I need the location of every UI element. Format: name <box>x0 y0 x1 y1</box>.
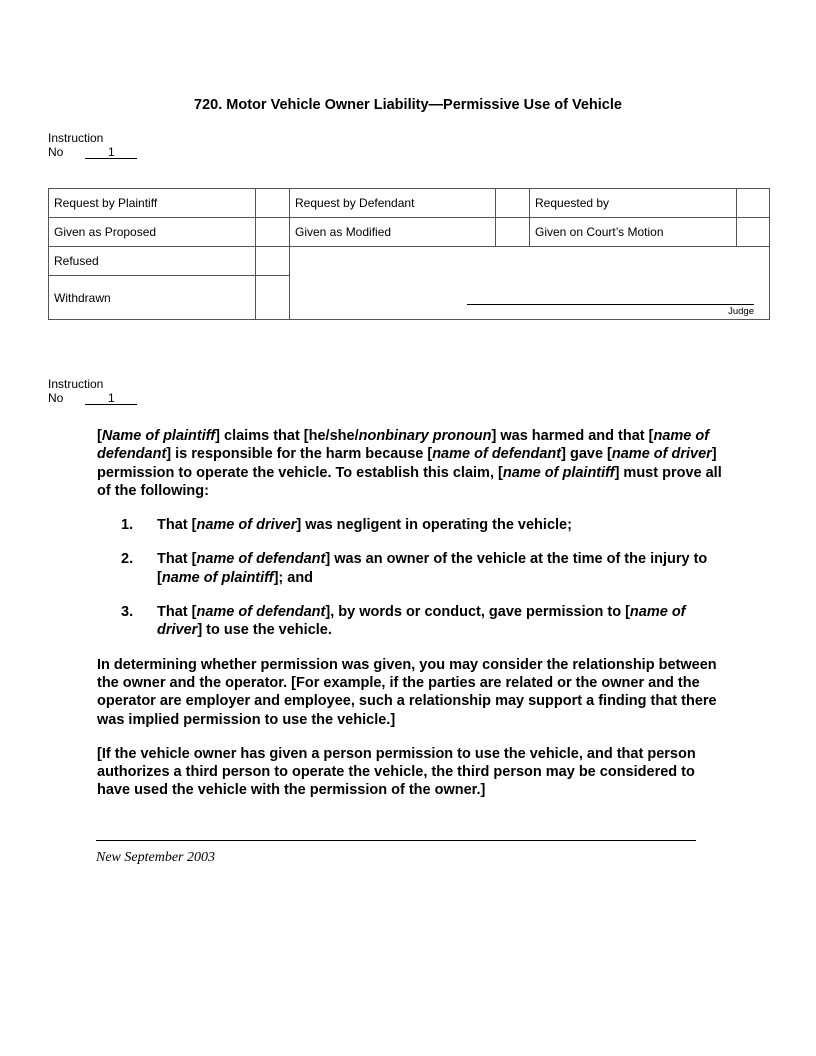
placeholder-name-of-defendant: name of defendant <box>196 604 326 621</box>
given-on-courts-motion-label: Given on Court’s Motion <box>530 218 737 247</box>
judge-label: Judge <box>728 306 754 317</box>
third-person-paragraph: [If the vehicle owner has given a person permission to use the vehicle, and that person authorizes a third person to operate the vehicle, the third person may be considered to have used the vehicle with the permission of the owner.] <box>97 745 696 799</box>
placeholder-name-of-plaintiff: name of plaintiff <box>161 569 274 586</box>
given-as-modified-box[interactable] <box>496 218 530 247</box>
withdrawn-label: Withdrawn <box>49 276 256 320</box>
withdrawn-box[interactable] <box>256 276 290 320</box>
request-by-plaintiff-box[interactable] <box>256 189 290 218</box>
intro-paragraph: [Name of plaintiff] claims that [he/she/nonbinary pronoun] was harmed and that [name of defendant] is responsible for the harm because [name of defendant] gave [name of driver] permission to operate the vehicle. To establish this claim, [name of plaintiff] must prove all of the following: <box>97 428 722 499</box>
placeholder-name-of-defendant: name of defendant <box>97 428 710 463</box>
judge-signature-line[interactable] <box>467 304 754 305</box>
request-disposition-table <box>48 188 770 320</box>
given-as-proposed-box[interactable] <box>256 218 290 247</box>
instruction-number: 1 <box>85 146 137 159</box>
given-as-modified-label: Given as Modified <box>290 218 496 247</box>
list-item: 1. That [name of driver] was negligent in operating the vehicle; <box>121 517 572 534</box>
page-title: 720. Motor Vehicle Owner Liability—Permissive Use of Vehicle <box>194 97 622 113</box>
elements-list <box>97 516 727 639</box>
instruction-label: Instruction <box>48 131 104 145</box>
placeholder-name-of-driver: name of driver <box>196 517 297 534</box>
refused-label: Refused <box>49 247 256 276</box>
instruction-no-row <box>48 145 137 159</box>
requested-by-box[interactable] <box>737 189 770 218</box>
given-on-courts-motion-box[interactable] <box>737 218 770 247</box>
request-by-defendant-label: Request by Defendant <box>290 189 496 218</box>
refused-box[interactable] <box>256 247 290 276</box>
request-by-plaintiff-label: Request by Plaintiff <box>49 189 256 218</box>
placeholder-nonbinary-pronoun: nonbinary pronoun <box>358 428 492 444</box>
judge-signature-area <box>290 247 770 320</box>
placeholder-name-of-driver: name of driver <box>611 446 712 463</box>
requested-by-label: Requested by <box>530 189 737 218</box>
instruction-number-block-2 <box>48 377 137 405</box>
list-item: 2. That [name of defendant] was an owner of the vehicle at the time of the injury to [name of plaintiff]; and <box>121 551 708 586</box>
placeholder-name-of-plaintiff: name of plaintiff <box>502 464 615 481</box>
placeholder-name-of-plaintiff: Name of plaintiff <box>101 428 216 444</box>
placeholder-name-of-driver: name of driver <box>157 604 686 639</box>
revision-note: New September 2003 <box>96 850 215 865</box>
instruction-no-label-2: No <box>48 391 64 405</box>
request-by-defendant-box[interactable] <box>496 189 530 218</box>
instruction-number-2: 1 <box>85 392 137 405</box>
list-item: 3. That [name of defendant], by words or conduct, gave permission to [name of driver] to use the vehicle. <box>121 604 686 639</box>
instruction-no-label: No <box>48 145 64 159</box>
instruction-label-2: Instruction <box>48 377 104 391</box>
instruction-body <box>97 427 727 816</box>
footer-divider <box>96 840 696 841</box>
given-as-proposed-label: Given as Proposed <box>49 218 256 247</box>
instruction-number-block <box>48 131 137 159</box>
placeholder-name-of-defendant: name of defendant <box>432 446 562 463</box>
permission-paragraph: In determining whether permission was given, you may consider the relationship between the owner and the operator. [For example, if the parties are related or the owner and the operator are employer and employee, such a relationship may support a finding that there was implied permission to use the vehicle.] <box>97 656 717 728</box>
placeholder-name-of-defendant: name of defendant <box>196 551 326 568</box>
instruction-no-row-2 <box>48 391 137 405</box>
